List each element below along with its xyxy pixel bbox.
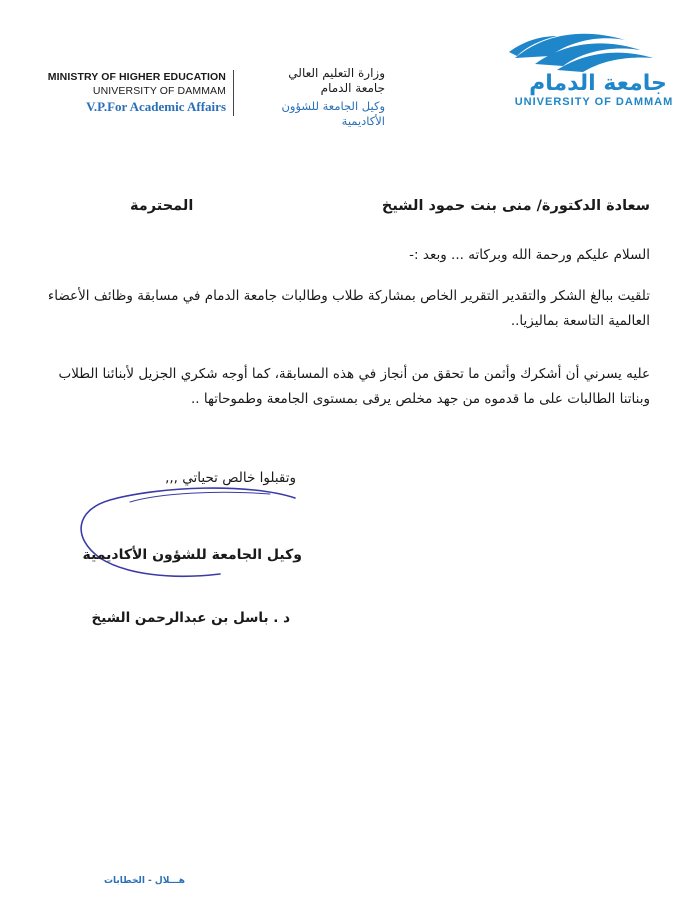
letterhead-english: [40, 70, 226, 114]
paragraph-1: تلقيت ببالغ الشكر والتقدير التقرير الخاص بمشاركة طلاب وطالبات جامعة الدمام في مسابقة وظائف الأعضاء العالمية التاسعة بماليزيا..: [47, 288, 650, 329]
office-ar: وكيل الجامعة للشؤون الأكاديمية: [281, 99, 385, 128]
signature-title: وكيل الجامعة للشؤون الأكاديمية: [82, 547, 302, 563]
office-en: V.P.For Academic Affairs: [86, 99, 226, 114]
paragraph-2: عليه يسرني أن أشكرك وأثمن ما تحقق من أنجاز في هذه المسابقة، كما أوجه شكري الجزيل لأبنائنا الطلاب وبناتنا الطالبات على ما قدموه من جهد مخلص يرقى بمستوى الجامعة وطموحاتها ..: [58, 366, 650, 407]
handwritten-signature: [70, 478, 310, 588]
university-logo: [505, 28, 675, 114]
logo-arabic-text: جامعة الدمام: [529, 71, 667, 96]
university-ar: جامعة الدمام: [320, 81, 385, 95]
university-en: UNIVERSITY OF DAMMAM: [92, 85, 226, 97]
closing: وتقبلوا خالص تحياتي ,,,: [165, 470, 296, 486]
logo-english-text: UNIVERSITY OF DAMMAM: [514, 96, 674, 108]
honorific: المحترمة: [130, 198, 194, 214]
letterhead-arabic: [240, 66, 385, 129]
greeting: السلام عليكم ورحمة الله وبركاته ... وبعد :-: [409, 247, 650, 263]
ministry-ar: وزارة التعليم العالي: [288, 66, 385, 80]
ministry-en: MINISTRY OF HIGHER EDUCATION: [47, 71, 226, 83]
letterhead-divider: [233, 70, 234, 116]
footer-reference: هـــلال - الخطابات: [104, 876, 186, 886]
signature-name: د . باسل بن عبدالرحمن الشيخ: [91, 610, 290, 626]
addressee: سعادة الدكتورة/ منى بنت حمود الشيخ: [381, 198, 650, 214]
